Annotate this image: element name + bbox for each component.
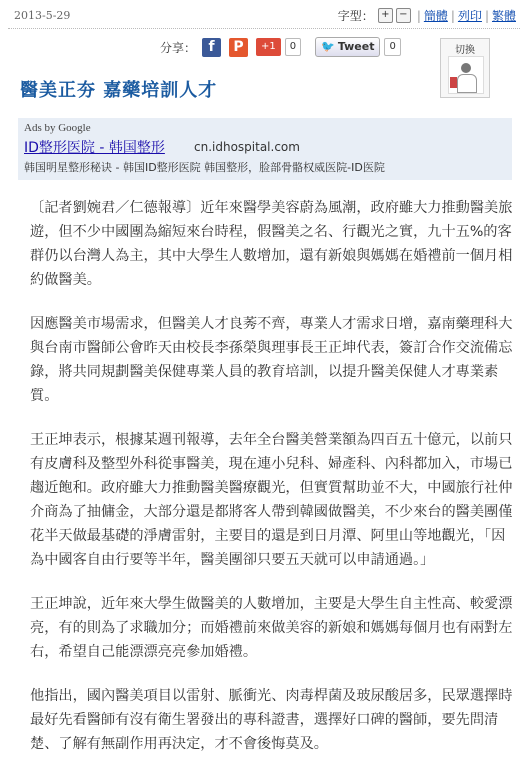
person-body bbox=[457, 74, 477, 93]
doctor-thumbnail-image bbox=[448, 56, 484, 94]
card-shape bbox=[450, 77, 457, 88]
simplified-chinese-link[interactable]: 簡體 bbox=[423, 9, 448, 23]
share-label: 分享： bbox=[160, 40, 197, 55]
tweet-button[interactable] bbox=[315, 37, 380, 57]
twitter-share bbox=[315, 37, 401, 57]
plurk-icon[interactable]: P bbox=[229, 38, 248, 57]
switch-widget[interactable] bbox=[440, 38, 490, 98]
article-body bbox=[30, 196, 516, 776]
article-title: 醫美正夯 嘉藥培訓人才 bbox=[20, 80, 218, 101]
separator: | bbox=[450, 8, 455, 23]
font-increase-button[interactable]: + bbox=[378, 8, 393, 23]
article-paragraph: 因應醫美市場需求，但醫美人才良莠不齊，專業人才需求日增，嘉南藥理科大與台南市醫師公會昨天由校長李孫榮與理事長王正坤代表，簽訂合作交流備忘錄，將共同規劃醫美保健專業人員的教育培訓，以提升醫美保健人才專業素質。 bbox=[30, 316, 513, 404]
print-link[interactable]: 列印 bbox=[457, 9, 482, 23]
separator: | bbox=[416, 8, 421, 23]
ad-url[interactable]: cn.idhospital.com bbox=[194, 140, 300, 154]
publish-date: 2013-5-29 bbox=[14, 9, 71, 22]
font-decrease-button[interactable]: − bbox=[396, 8, 411, 23]
person-head bbox=[461, 63, 471, 73]
font-tools bbox=[338, 7, 516, 24]
divider bbox=[8, 28, 520, 29]
ad-title-link[interactable]: ID整形医院 - 韩国整形 bbox=[24, 140, 165, 156]
ads-by-google-label[interactable]: Ads by Google bbox=[24, 122, 91, 134]
google-plus-share bbox=[256, 38, 301, 56]
article-paragraph: 他指出，國內醫美項目以雷射、脈衝光、肉毒桿菌及玻尿酸居多，民眾選擇時最好先看醫師有沒有衛生署發出的專科證書，選擇好口碑的醫師，要先問清楚、了解有無副作用再決定，才不會後悔莫及。 bbox=[30, 688, 513, 752]
tweet-label: Tweet bbox=[337, 40, 375, 53]
switch-label: 切換 bbox=[455, 45, 475, 56]
facebook-icon[interactable]: f bbox=[202, 38, 221, 57]
top-toolbar bbox=[0, 0, 528, 30]
share-bar bbox=[160, 37, 401, 57]
traditional-chinese-link[interactable]: 繁體 bbox=[491, 9, 516, 23]
google-plus-count: 0 bbox=[285, 38, 301, 56]
google-plus-button[interactable]: +1 bbox=[256, 38, 281, 56]
separator: | bbox=[484, 8, 489, 23]
article-paragraph: 王正坤表示，根據某週刊報導，去年全台醫美營業額為四百五十億元，以前只有皮膚科及整型外科從事醫美，現在連小兒科、婦產科、內科都加入，市場已趨近飽和。政府雖大力推動醫美醫療觀光，但實質幫助並不大，中國旅行社仲介商為了抽傭金，大部分還是都將客人帶到韓國做醫美，不少來台的醫美團僅花半天做最基礎的淨膚雷射，主要目的還是到日月潭、阿里山等地觀光，「因為中國客自由行要等半年，醫美團卻只要五天就可以申請通過。」 bbox=[30, 432, 513, 568]
tweet-count: 0 bbox=[384, 38, 400, 56]
twitter-bird-icon: 🐦 bbox=[321, 40, 335, 53]
article-paragraph: 王正坤說，近年來大學生做醫美的人數增加，主要是大學生自主性高、較愛漂亮，有的則為了求職加分；而婚禮前來做美容的新娘和媽媽每個月也有兩對左右，希望自己能漂漂亮亮參加婚禮。 bbox=[30, 596, 513, 660]
ad-description: 韩国明星整形秘诀 - 韩国ID整形医院 韩国整形，脸部骨骼权威医院-ID医院 bbox=[24, 161, 385, 174]
google-ad-box[interactable] bbox=[18, 118, 512, 180]
font-size-label: 字型： bbox=[337, 9, 374, 23]
article-paragraph: 〔記者劉婉君／仁德報導〕近年來醫學美容蔚為風潮，政府雖大力推動醫美旅遊，但不少中國團為縮短來台時程，假醫美之名、行觀光之實，九十五%的客群仍以台灣人為主，其中大學生人數增加，還有新娘與媽媽在婚禮前一個月相約做醫美。 bbox=[30, 200, 513, 288]
